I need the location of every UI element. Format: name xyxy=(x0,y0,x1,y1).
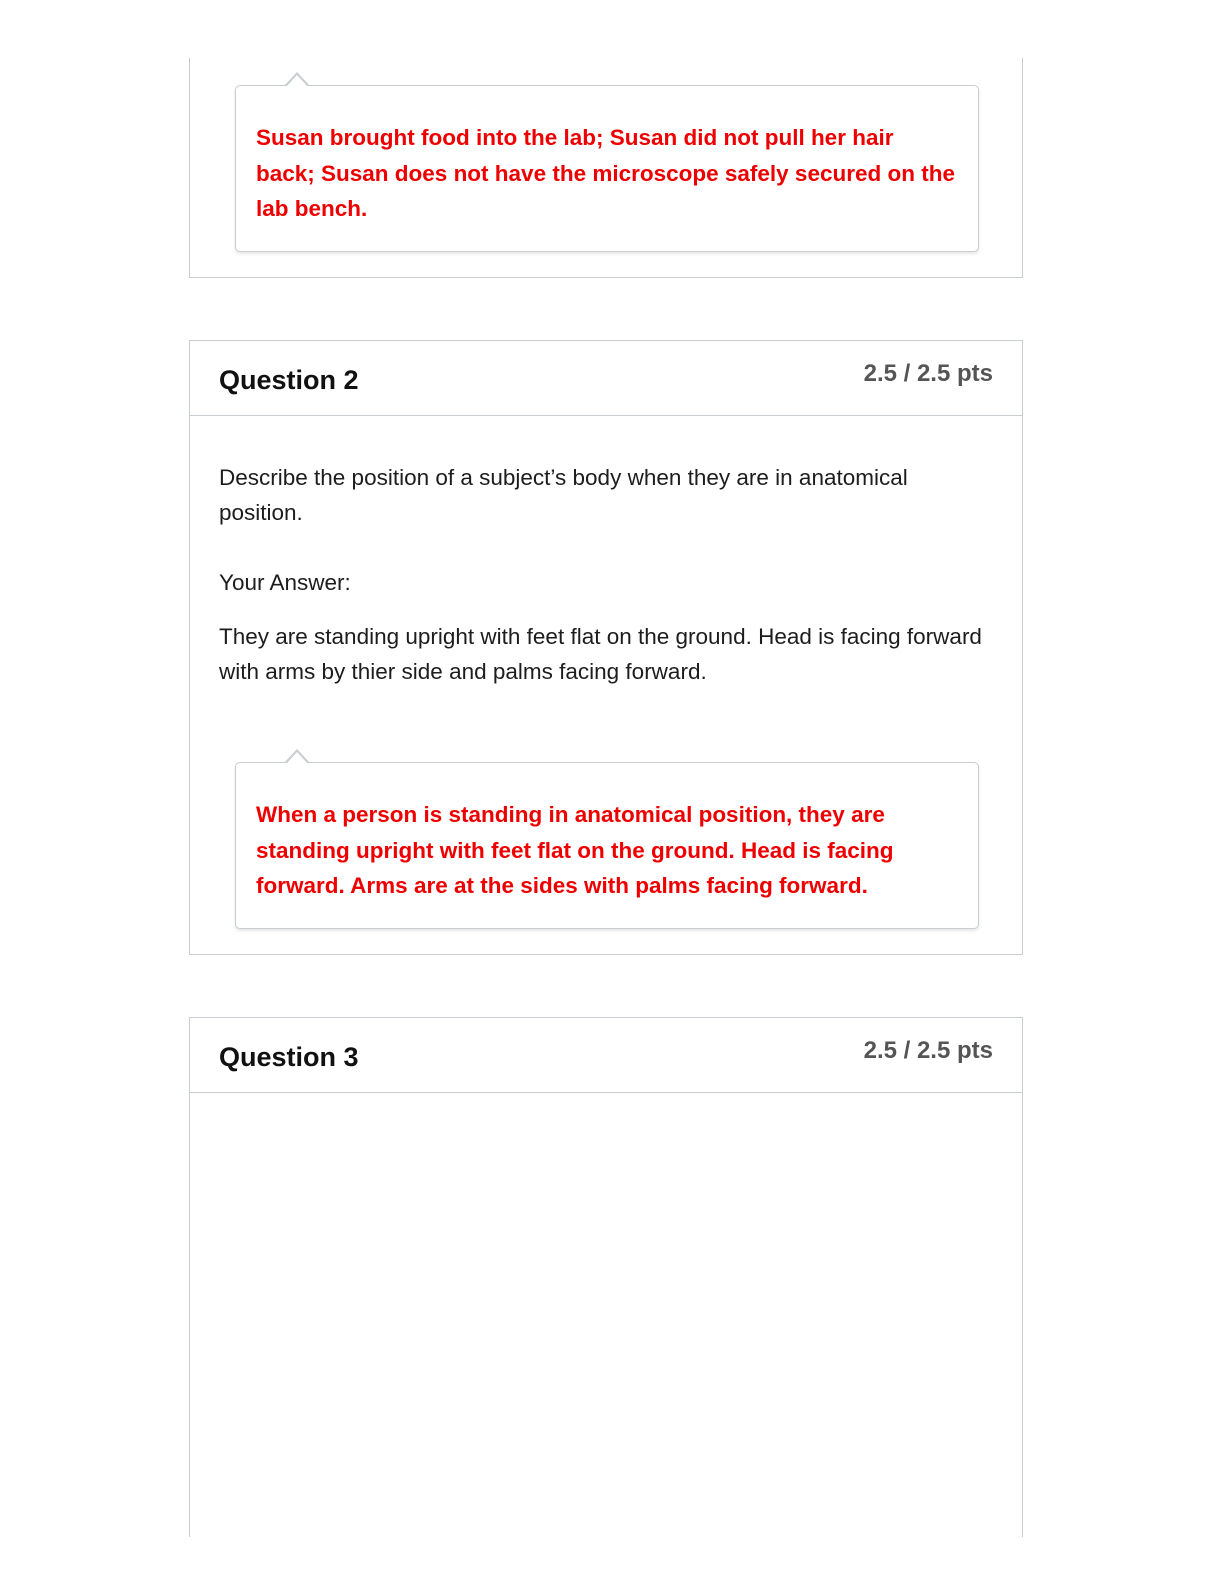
question-points: 2.5 / 2.5 pts xyxy=(863,360,993,387)
question-body xyxy=(190,416,1022,689)
answer-text: They are standing upright with feet flat on the ground. Head is facing forward with arms by thier side and palms facing forward. xyxy=(219,624,982,684)
question-card-3 xyxy=(189,1017,1023,1537)
question-header xyxy=(190,1018,1022,1093)
question-title: Question 2 xyxy=(219,365,359,395)
question-title: Question 3 xyxy=(219,1042,359,1072)
question-card-2 xyxy=(189,340,1023,955)
feedback-comment-text: Susan brought food into the lab; Susan did not pull her hair back; Susan does not have the microscope safely secured on the lab bench. xyxy=(256,125,955,221)
question-header xyxy=(190,341,1022,416)
feedback-comment xyxy=(235,85,979,252)
answer-label: Your Answer: xyxy=(219,570,351,595)
feedback-comment-text: When a person is standing in anatomical position, they are standing upright with feet flat on the ground. Head is facing forward. Arms are at the sides with palms facing forward. xyxy=(256,802,894,898)
feedback-comment xyxy=(235,762,979,929)
question-points: 2.5 / 2.5 pts xyxy=(863,1037,993,1064)
question-card-previous xyxy=(189,58,1023,278)
question-prompt: Describe the position of a subject’s body when they are in anatomical position. xyxy=(219,465,908,525)
